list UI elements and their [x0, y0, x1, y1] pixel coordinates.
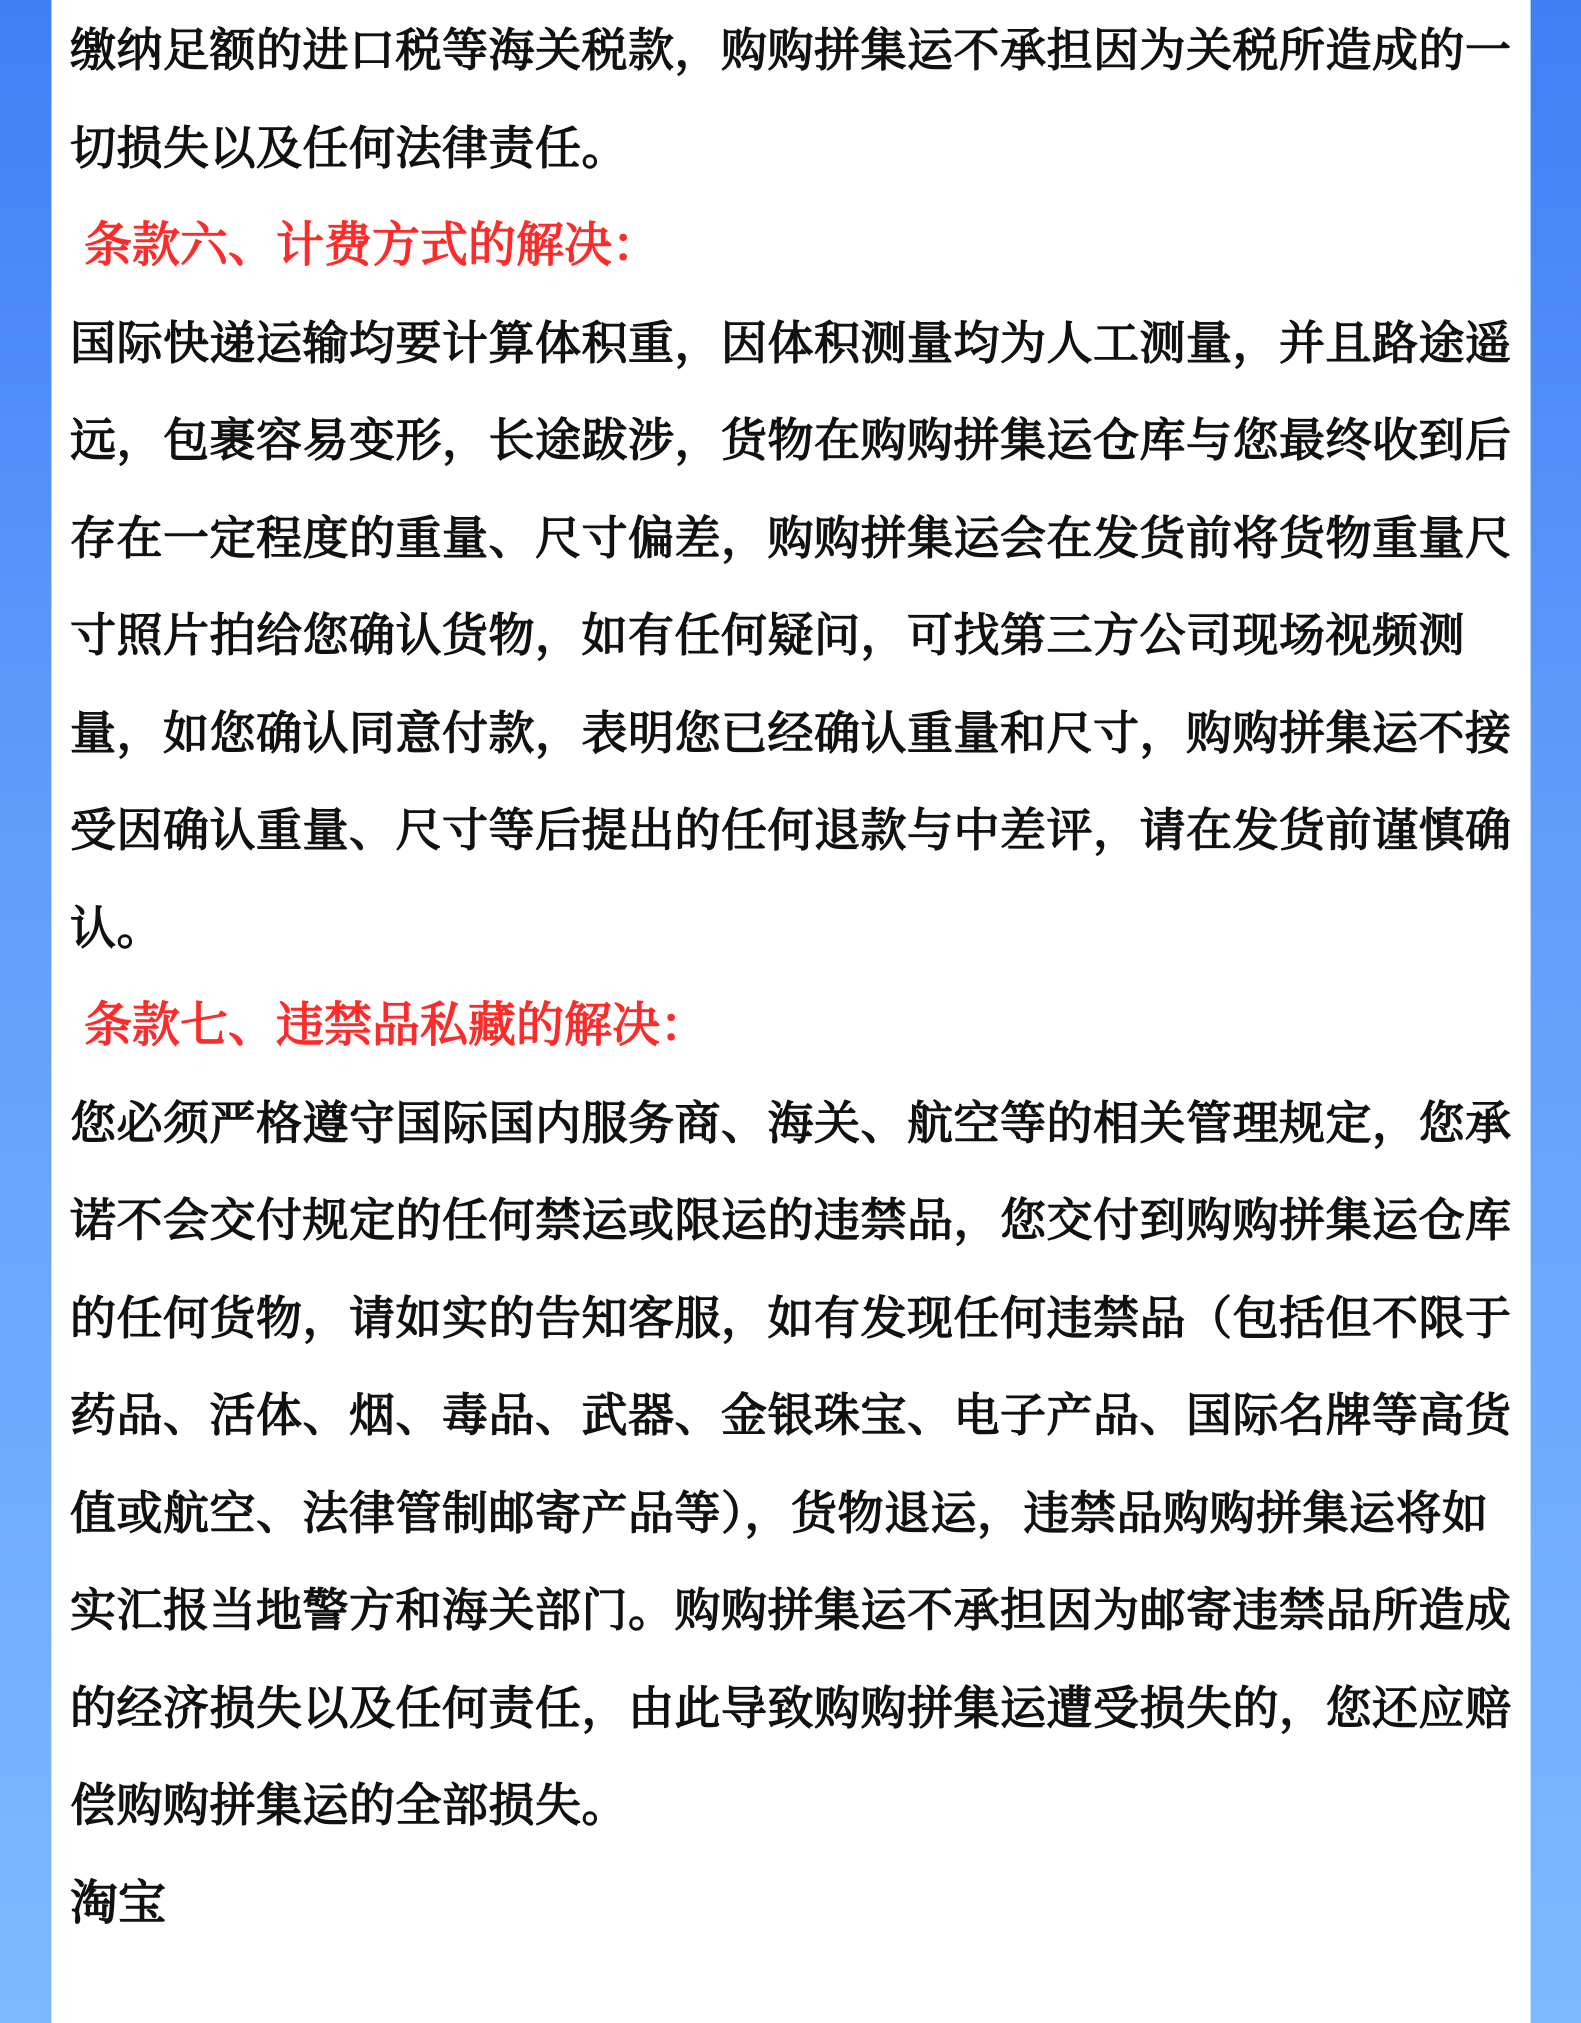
section6-heading: 条款六、计费方式的解决： [84, 217, 661, 273]
footer-label: 淘宝 [70, 1874, 167, 1931]
section6-body: 国际快递运输均要计算体积重，因体积测量均为人工测量，并且路途遥远，包裹容易变形，长途跋涉，货物在购购拼集运仓库与您最终收到后存在一定程度的重量、尺寸偏差，购购拼集运会在发货前将货物重量尺寸照片拍给您确认货物，如有任何疑问，可找第三方公司现场视频测量，如您确认同意付款，表明您已经确认重量和尺寸，购购拼集运不接受因确认重量、尺寸等后提出的任何退款与中差评，请在发货前谨慎确认。 [70, 315, 1512, 955]
section7-heading: 条款七、违禁品私藏的解决： [84, 997, 709, 1053]
document-content [70, 0, 1512, 1952]
section7-body: 您必须严格遵守国际国内服务商、海关、航空等的相关管理规定，您承诺不会交付规定的任何禁运或限运的违禁品，您交付到购购拼集运仓库的任何货物，请如实的告知客服，如有发现任何违禁品（包括但不限于药品、活体、烟、毒品、武器、金银珠宝、电子产品、国际名牌等高货值或航空、法律管制邮寄产品等），货物退运，违禁品购购拼集运将如实汇报当地警方和海关部门。购购拼集运不承担因为邮寄违禁品所造成的经济损失以及任何责任，由此导致购购拼集运遭受损失的，您还应赔偿购购拼集运的全部损失。 [70, 1095, 1512, 1832]
intro-paragraph: 缴纳足额的进口税等海关税款，购购拼集运不承担因为关税所造成的一切损失以及任何法律责任。 [70, 23, 1512, 175]
document-card [52, 0, 1530, 2023]
